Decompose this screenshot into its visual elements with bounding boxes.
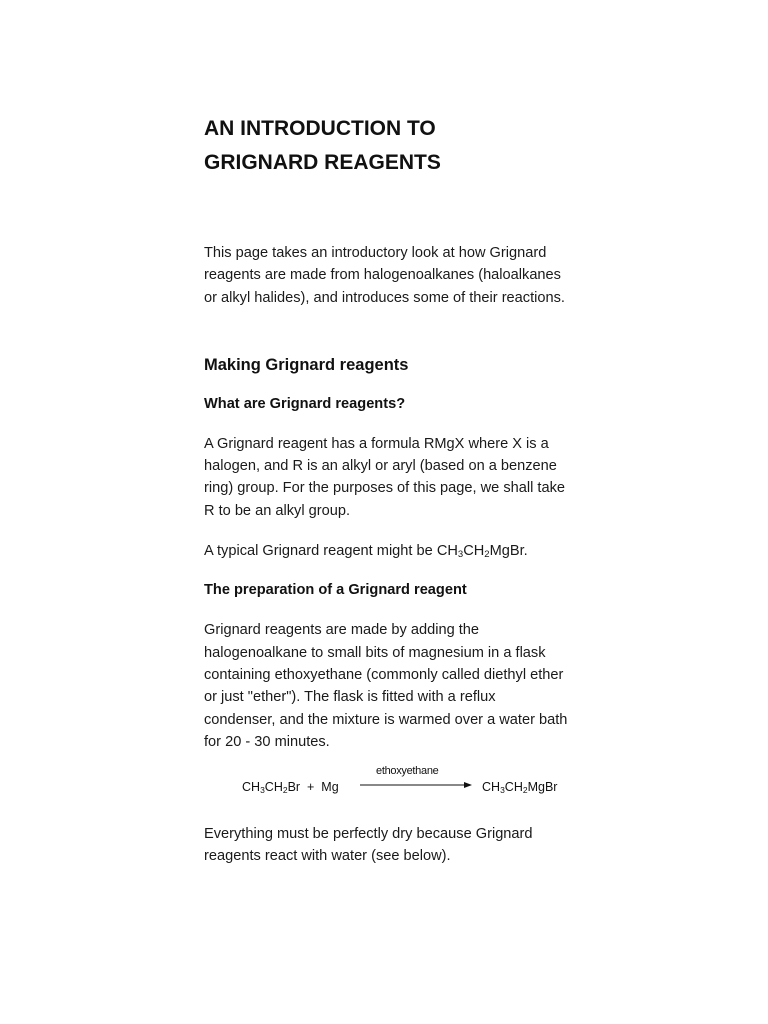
eq-right-sub-2: 2: [522, 785, 528, 796]
reaction-arrow-icon: [360, 781, 472, 789]
eq-right-rest: MgBr: [527, 780, 558, 795]
eq-left-ch-2: CH: [264, 780, 283, 795]
eq-left-rest: Br + Mg: [287, 780, 339, 795]
page-title-line-1: AN INTRODUCTION TO: [204, 117, 436, 140]
eq-left-sub-2: 2: [282, 785, 288, 796]
eq-right-sub-1: 3: [500, 785, 505, 796]
eq-left-ch: CH: [242, 780, 261, 795]
subheading-what-are: What are Grignard reagents?: [204, 395, 406, 412]
article-content: [204, 112, 570, 868]
equation-reactants: [242, 780, 339, 794]
eq-right-ch: CH: [482, 780, 501, 795]
equation-condition: ethoxyethane: [376, 765, 439, 778]
intro-paragraph: This page takes an introductory look at how Grignard reagents are made from halogenoalkanes (haloalkanes or alkyl halides), and introduces some of their reactions.: [204, 245, 565, 306]
typical-subscript-1: 3: [457, 549, 464, 561]
preparation-paragraph: Grignard reagents are made by adding the halogenoalkane to small bits of magnesium in a flask containing ethoxyethane (commonly called diethyl ether or just "ether"). The flask is fitted with a reflux condenser, and the mixture is warmed over a water bath for 20 - 30 minutes.: [204, 622, 568, 750]
typical-text-prefix: A typical Grignard reagent might be CH: [204, 543, 458, 560]
reaction-equation: [242, 765, 560, 809]
eq-right-ch-2: CH: [504, 780, 523, 795]
typical-subscript-2: 2: [484, 549, 490, 561]
subheading-preparation: The preparation of a Grignard reagent: [204, 582, 467, 599]
page-title: [204, 112, 570, 180]
typical-text-mid: CH: [463, 543, 485, 560]
dry-paragraph: Everything must be perfectly dry because Grignard reagents react with water (see below).: [204, 826, 533, 865]
section-heading: Making Grignard reagents: [204, 355, 409, 374]
eq-left-sub-1: 3: [260, 785, 265, 796]
page-title-line-2: GRIGNARD REAGENTS: [204, 151, 441, 174]
formula-paragraph: A Grignard reagent has a formula RMgX where X is a halogen, and R is an alkyl or aryl (based on a benzene ring) group. For the purposes of this page, we shall take R to be an alkyl group.: [204, 435, 565, 519]
typical-reagent-paragraph: [204, 540, 570, 562]
typical-text-suffix: MgBr.: [489, 543, 528, 560]
equation-product: [482, 780, 557, 794]
